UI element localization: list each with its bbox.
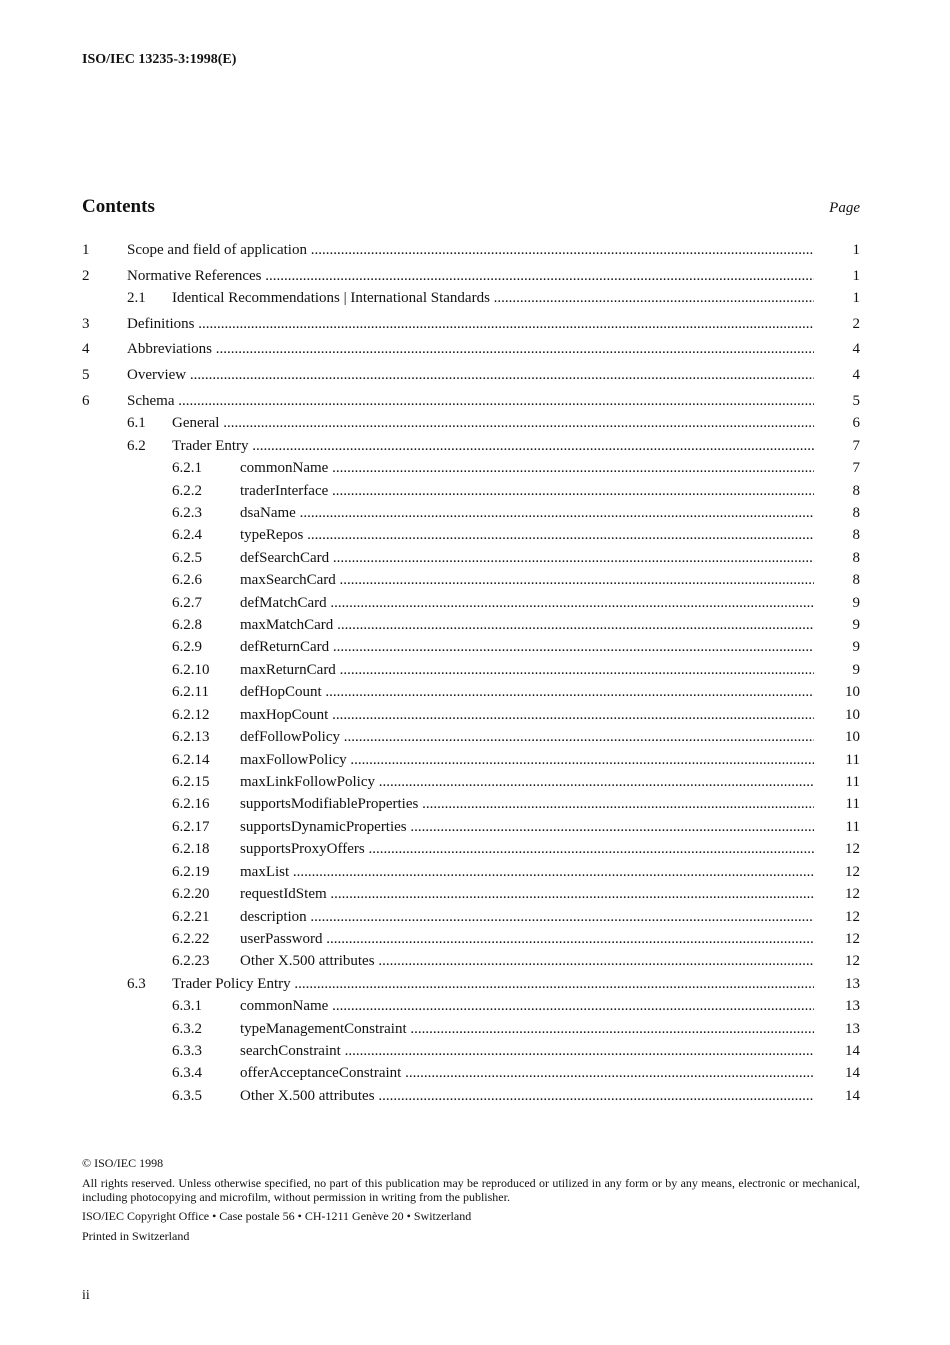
toc-entry[interactable]: [82, 314, 860, 334]
toc-entry-number: 6.2.5: [172, 550, 202, 566]
toc-entry-title: Definitions .....: [127, 314, 814, 334]
page-column-label: Page: [829, 200, 860, 216]
toc-entry-number: 6.3: [127, 976, 146, 992]
toc-entry[interactable]: [82, 288, 860, 308]
toc-entry-page: 8: [852, 572, 860, 588]
toc-entry-number: 6.2.17: [172, 819, 210, 835]
toc-entry-title: Scope and field of application .....: [127, 240, 814, 260]
toc-entry-number: 2.1: [127, 290, 146, 306]
copyright-block: [82, 1156, 860, 1243]
toc-entry-number: 6.2.23: [172, 953, 210, 969]
toc-entry-page: 1: [852, 242, 860, 258]
toc-entry-title: supportsModifiableProperties .....: [240, 794, 814, 814]
toc-entry-number: 4: [82, 341, 90, 357]
toc-entry-number: 6.1: [127, 415, 146, 431]
toc-entry[interactable]: [82, 570, 860, 590]
toc-entry[interactable]: [82, 413, 860, 433]
toc-entry-number: 6.2.13: [172, 729, 210, 745]
toc-entry-page: 9: [852, 617, 860, 633]
page-number: ii: [82, 1288, 90, 1303]
toc-entry[interactable]: [82, 637, 860, 657]
toc-entry[interactable]: [82, 1086, 860, 1106]
toc-entry-number: 6.3.4: [172, 1065, 202, 1081]
toc-entry-page: 11: [845, 819, 860, 835]
toc-entry-number: 6.2.22: [172, 931, 210, 947]
toc-entry-title: Trader Policy Entry .....: [172, 974, 814, 994]
toc-entry[interactable]: [82, 615, 860, 635]
toc-entry-title: dsaName .....: [240, 503, 814, 523]
toc-entry-number: 6.2.12: [172, 707, 210, 723]
toc-entry-number: 6.2.1: [172, 460, 202, 476]
toc-entry-page: 10: [845, 684, 860, 700]
toc-entry-page: 5: [852, 393, 860, 409]
toc-entry[interactable]: [82, 503, 860, 523]
rights-statement: All rights reserved. Unless otherwise specified, no part of this publication may be reproduced or utilized in any form or by any means, electronic or mechanical, including photocopying and microfilm, without permission in writing from the publisher.: [82, 1176, 860, 1204]
toc-entry-page: 12: [845, 909, 860, 925]
toc-entry-page: 6: [852, 415, 860, 431]
toc-entry-title: General .....: [172, 413, 814, 433]
toc-entry-page: 12: [845, 931, 860, 947]
toc-entry-title: maxHopCount .....: [240, 705, 814, 725]
toc-entry-page: 2: [852, 316, 860, 332]
toc-entry-number: 6.2.11: [172, 684, 209, 700]
toc-entry-title: maxFollowPolicy .....: [240, 750, 814, 770]
toc-entry[interactable]: [82, 391, 860, 411]
toc-entry-title: Other X.500 attributes .....: [240, 951, 814, 971]
toc-entry-number: 6.3.1: [172, 998, 202, 1014]
toc-entry[interactable]: [82, 750, 860, 770]
toc-entry-page: 12: [845, 886, 860, 902]
toc-entry-title: defMatchCard .....: [240, 593, 814, 613]
toc-entry-number: 6.2.16: [172, 796, 210, 812]
toc-entry-title: commonName .....: [240, 996, 814, 1016]
toc-entry-number: 2: [82, 268, 90, 284]
toc-entry[interactable]: [82, 481, 860, 501]
toc-entry[interactable]: [82, 794, 860, 814]
toc-entry[interactable]: [82, 660, 860, 680]
toc-entry-page: 9: [852, 639, 860, 655]
toc-entry-page: 10: [845, 707, 860, 723]
toc-entry-title: Schema .....: [127, 391, 814, 411]
toc-entry-number: 6.2.18: [172, 841, 210, 857]
toc-entry-page: 4: [852, 341, 860, 357]
toc-entry-page: 7: [852, 460, 860, 476]
toc-entry[interactable]: [82, 727, 860, 747]
toc-entry-title: typeManagementConstraint .....: [240, 1019, 814, 1039]
toc-entry-page: 7: [852, 438, 860, 454]
toc-entry-page: 13: [845, 1021, 860, 1037]
toc-entry[interactable]: [82, 974, 860, 994]
toc-entry-page: 11: [845, 752, 860, 768]
toc-entry-page: 12: [845, 841, 860, 857]
toc-entry-number: 6.2.15: [172, 774, 210, 790]
toc-entry-title: maxList .....: [240, 862, 814, 882]
copyright-office-address: ISO/IEC Copyright Office • Case postale 56 • CH-1211 Genève 20 • Switzerland: [82, 1209, 472, 1223]
toc-entry-title: commonName .....: [240, 458, 814, 478]
toc-entry-title: searchConstraint .....: [240, 1041, 814, 1061]
toc-entry-title: maxReturnCard .....: [240, 660, 814, 680]
toc-entry-number: 6: [82, 393, 90, 409]
toc-entry-title: Trader Entry .....: [172, 436, 814, 456]
toc-entry[interactable]: [82, 365, 860, 385]
toc-entry[interactable]: [82, 266, 860, 286]
toc-entry[interactable]: [82, 839, 860, 859]
copyright-line: © ISO/IEC 1998: [82, 1156, 164, 1170]
toc-entry-page: 11: [845, 774, 860, 790]
toc-entry-page: 13: [845, 976, 860, 992]
toc-entry-page: 10: [845, 729, 860, 745]
toc-entry-number: 6.2.10: [172, 662, 210, 678]
toc-entry-title: Overview .....: [127, 365, 814, 385]
toc-entry-title: Abbreviations .....: [127, 339, 814, 359]
toc-entry-page: 1: [852, 268, 860, 284]
toc-entry-page: 14: [845, 1043, 860, 1059]
toc-entry[interactable]: [82, 436, 860, 456]
toc-entry-title: defSearchCard .....: [240, 548, 814, 568]
toc-entry-number: 6.2.6: [172, 572, 202, 588]
toc-entry[interactable]: [82, 1019, 860, 1039]
toc-entry-title: typeRepos .....: [240, 525, 814, 545]
toc-entry-number: 6.3.5: [172, 1088, 202, 1104]
toc-entry[interactable]: [82, 862, 860, 882]
toc-entry-number: 6.2.9: [172, 639, 202, 655]
toc-entry[interactable]: [82, 593, 860, 613]
toc-entry-number: 3: [82, 316, 90, 332]
toc-entry-title: description .....: [240, 907, 814, 927]
toc-entry-page: 13: [845, 998, 860, 1014]
toc-entry-title: supportsDynamicProperties .....: [240, 817, 814, 837]
document-id: ISO/IEC 13235-3:1998(E): [82, 52, 237, 67]
toc-entry-number: 6.2: [127, 438, 146, 454]
toc-entry-page: 1: [852, 290, 860, 306]
toc-entry[interactable]: [82, 907, 860, 927]
toc-entry-page: 12: [845, 864, 860, 880]
toc-entry-page: 14: [845, 1088, 860, 1104]
contents-heading: Contents: [82, 196, 155, 217]
toc-entry[interactable]: [82, 240, 860, 260]
toc-entry[interactable]: [82, 682, 860, 702]
toc-entry[interactable]: [82, 884, 860, 904]
toc-entry-page: 14: [845, 1065, 860, 1081]
toc-entry-page: 9: [852, 595, 860, 611]
toc-entry-number: 6.3.2: [172, 1021, 202, 1037]
toc-entry-title: Normative References .....: [127, 266, 814, 286]
toc-entry-page: 11: [845, 796, 860, 812]
toc-entry-number: 6.2.21: [172, 909, 210, 925]
toc-entry-title: Identical Recommendations | International Standards .....: [172, 288, 814, 308]
toc-entry-title: defReturnCard .....: [240, 637, 814, 657]
toc-entry[interactable]: [82, 458, 860, 478]
toc-entry-number: 6.2.19: [172, 864, 210, 880]
toc-entry[interactable]: [82, 817, 860, 837]
toc-entry-title: supportsProxyOffers .....: [240, 839, 814, 859]
toc-entry-number: 6.2.7: [172, 595, 202, 611]
toc-entry[interactable]: [82, 705, 860, 725]
toc-entry-page: 9: [852, 662, 860, 678]
toc-entry-number: 6.2.2: [172, 483, 202, 499]
toc-entry-title: maxMatchCard .....: [240, 615, 814, 635]
toc-entry-number: 6.2.20: [172, 886, 210, 902]
toc-entry[interactable]: [82, 525, 860, 545]
toc-entry-number: 6.2.3: [172, 505, 202, 521]
toc-entry[interactable]: [82, 772, 860, 792]
toc-entry-page: 8: [852, 527, 860, 543]
toc-entry[interactable]: [82, 339, 860, 359]
toc-entry-number: 6.2.8: [172, 617, 202, 633]
toc-entry-number: 6.2.4: [172, 527, 202, 543]
toc-entry-page: 8: [852, 550, 860, 566]
toc-entry-page: 4: [852, 367, 860, 383]
toc-entry[interactable]: [82, 951, 860, 971]
printed-in: Printed in Switzerland: [82, 1229, 190, 1243]
toc-entry-number: 6.2.14: [172, 752, 210, 768]
toc-entry-title: Other X.500 attributes .....: [240, 1086, 814, 1106]
toc-entry-title: maxLinkFollowPolicy .....: [240, 772, 814, 792]
toc-entry-page: 8: [852, 483, 860, 499]
toc-entry[interactable]: [82, 1041, 860, 1061]
toc-entry-title: maxSearchCard .....: [240, 570, 814, 590]
toc-entry[interactable]: [82, 1063, 860, 1083]
toc-entry-page: 8: [852, 505, 860, 521]
toc-entry-title: offerAcceptanceConstraint .....: [240, 1063, 814, 1083]
toc-entry-number: 5: [82, 367, 90, 383]
toc-entry-title: userPassword .....: [240, 929, 814, 949]
toc-entry[interactable]: [82, 996, 860, 1016]
toc-entry-title: requestIdStem .....: [240, 884, 814, 904]
toc-entry[interactable]: [82, 548, 860, 568]
toc-entry-title: traderInterface .....: [240, 481, 814, 501]
toc-entry-page: 12: [845, 953, 860, 969]
toc-entry[interactable]: [82, 929, 860, 949]
toc-entry-number: 6.3.3: [172, 1043, 202, 1059]
toc-entry-title: defFollowPolicy .....: [240, 727, 814, 747]
toc-entry-title: defHopCount .....: [240, 682, 814, 702]
toc-entry-number: 1: [82, 242, 90, 258]
